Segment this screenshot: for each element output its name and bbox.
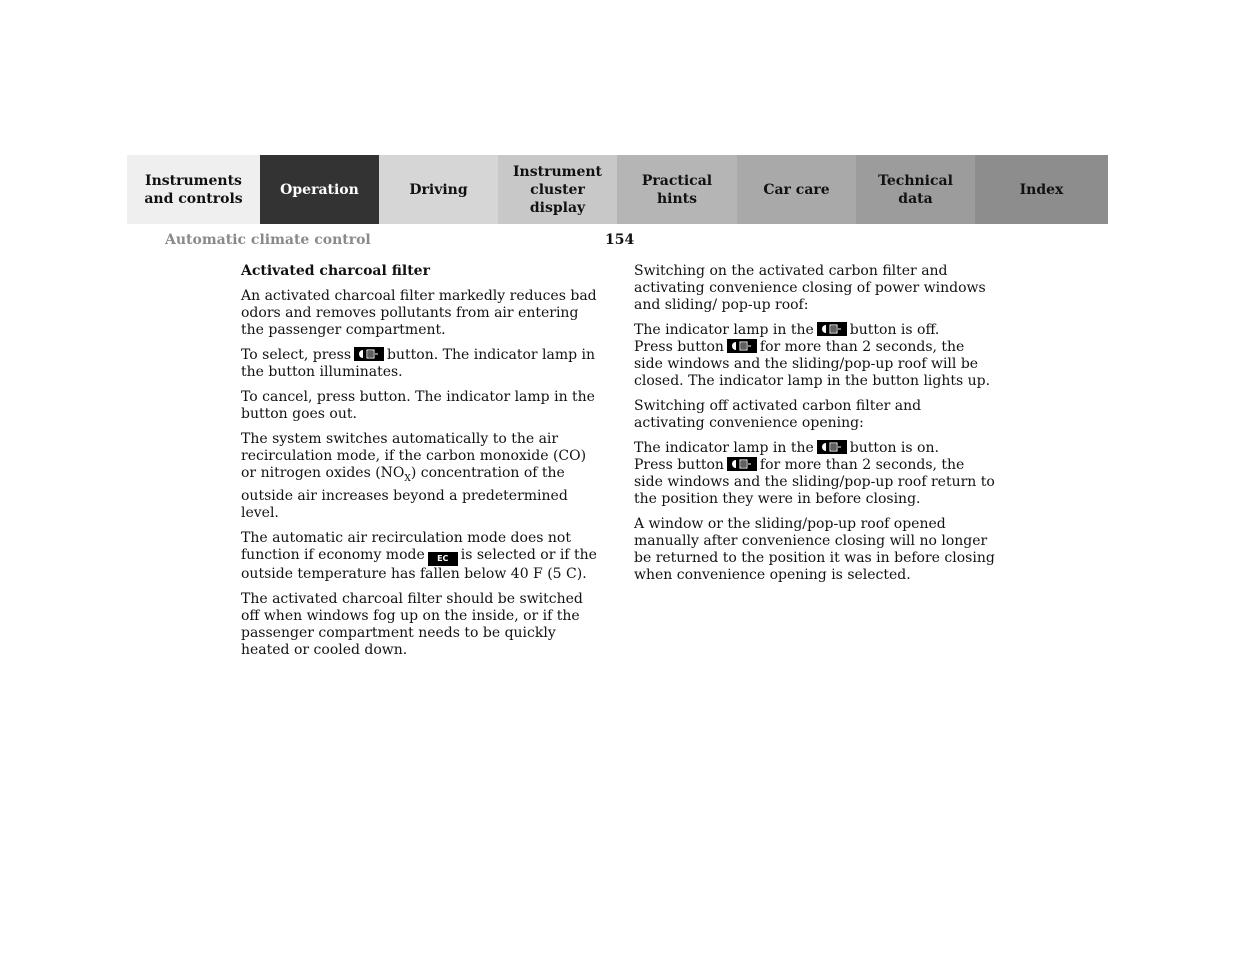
tab-instrument-cluster-display[interactable]: Instrument cluster display [498, 155, 617, 224]
tab-operation[interactable]: Operation [260, 155, 379, 224]
paragraph: The system switches automatically to the air recirculation mode, if the carbon monoxide (CO) or nitrogen oxides $(NO_X)$ concentration of the outside air increases beyond a predetermined level. [241, 431, 587, 521]
section-heading: Activated charcoal filter [241, 263, 430, 279]
page-number: 154 [605, 232, 635, 248]
paragraph: An activated charcoal filter markedly reduces bad odors and removes pollutants from air entering the passenger compartment. [241, 288, 597, 338]
charcoal-filter-button-icon [817, 322, 847, 336]
tab-technical-data[interactable]: Technical data [856, 155, 975, 224]
tab-instruments-and-controls[interactable]: Instruments and controls [127, 155, 260, 224]
section-title: Automatic climate control [165, 232, 371, 248]
charcoal-filter-button-icon [354, 347, 384, 361]
paragraph: To cancel, press button. The indicator lamp in the button goes out. [241, 389, 595, 422]
paragraph: The indicator lamp in the button is on. Press button for more than 2 seconds, the side windows and the sliding/pop-up roof return to the position they were in before closing. [634, 440, 995, 507]
tab-driving[interactable]: Driving [379, 155, 498, 224]
paragraph: Switching off activated carbon filter and activating convenience opening: [634, 398, 922, 431]
paragraph: The activated charcoal filter should be switched off when windows fog up on the inside, or if the passenger compartment needs to be quickly heated or cooled down. [241, 590, 583, 658]
paragraph: The indicator lamp in the button is off. Press button for more than 2 seconds, the side windows and the sliding/pop-up roof will be closed. The indicator lamp in the button lights up. [634, 322, 991, 389]
chapter-nav [127, 155, 1108, 224]
tab-index[interactable]: Index [975, 155, 1108, 224]
left-column [241, 263, 603, 667]
paragraph: To select, press button. The indicator lamp in the button illuminates. [241, 347, 596, 380]
economy-mode-icon: EC [428, 552, 458, 566]
paragraph: Switching on the activated carbon filter and activating convenience closing of power windows and sliding/ pop-up roof: [634, 263, 986, 313]
paragraph: The automatic air recirculation mode does not function if economy mode EC is selected or if the outside temperature has fallen below 40 F (5 C). [241, 529, 597, 582]
tab-car-care[interactable]: Car care [737, 155, 856, 224]
paragraph: A window or the sliding/pop-up roof opened manually after convenience closing will no longer be returned to the position it was in before closing when convenience opening is selected. [634, 516, 995, 583]
charcoal-filter-button-icon [727, 339, 757, 353]
tab-practical-hints[interactable]: Practical hints [617, 155, 737, 224]
charcoal-filter-button-icon [727, 457, 757, 471]
right-column [634, 263, 996, 592]
charcoal-filter-button-icon [817, 440, 847, 454]
